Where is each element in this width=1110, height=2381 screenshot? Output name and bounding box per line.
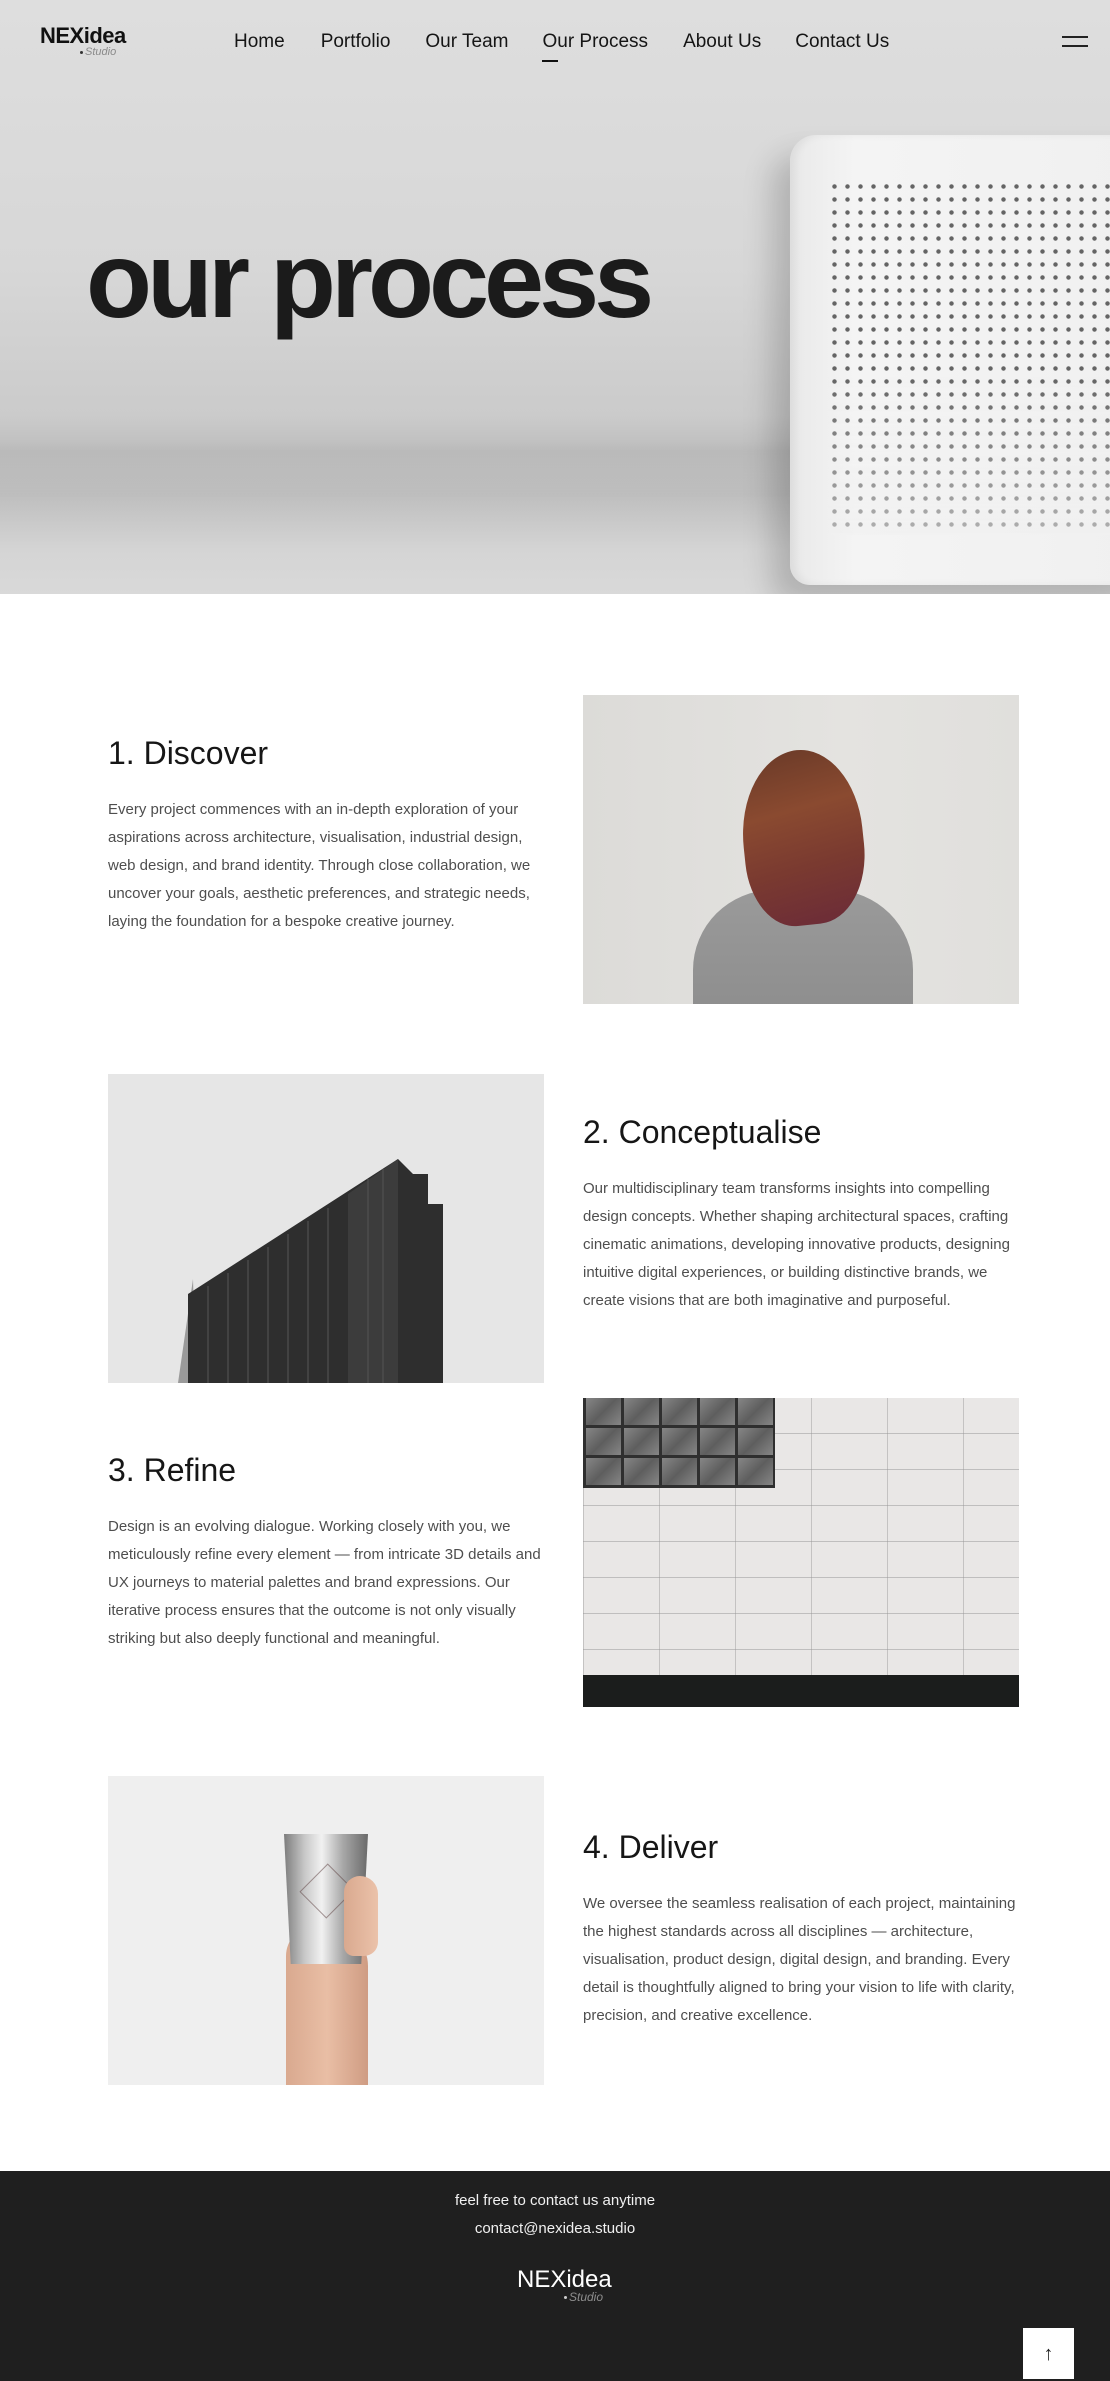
building-facade bbox=[348, 1159, 398, 1383]
nav-item-contact-us[interactable]: Contact Us bbox=[795, 31, 890, 52]
footer-email-link[interactable]: contact@nexidea.studio bbox=[474, 2220, 636, 2237]
step-3-text: Design is an evolving dialogue. Working closely with you, we meticulously refine every element — from intricate 3D details and UX journeys to material palettes and brand expressions. Our iterative process ensures that the outcome is not only visually striking but also deeply functional and meaningful. bbox=[108, 1518, 541, 1647]
step-2-image-building bbox=[108, 1074, 544, 1383]
page-title: our process bbox=[86, 219, 650, 340]
footer-tagline: feel free to contact us anytime bbox=[454, 2192, 656, 2209]
logo-dot bbox=[80, 51, 83, 54]
logo-text: NEXidea bbox=[40, 23, 126, 48]
hamburger-icon[interactable] bbox=[1062, 36, 1088, 50]
step-4-text: We oversee the seamless realisation of each project, maintaining the highest standards across all disciplines — architecture, visualisation, product design, digital design, and branding. Every detail is thoughtfully aligned to bring your vision to life with clarity, precision, and creative excellence. bbox=[583, 1895, 1016, 2024]
footer-logo-sub-label: Studio bbox=[569, 2290, 604, 2304]
hero-section bbox=[0, 0, 1110, 594]
step-1-text: Every project commences with an in-depth exploration of your aspirations across architecture, visualisation, industrial design, web design, and brand identity. Through close collaboration, we uncover your goals, aesthetic preferences, and strategic needs, laying the foundation for a bespoke creative journey. bbox=[108, 801, 531, 930]
footer-logo-text: NEXidea bbox=[517, 2266, 612, 2293]
glass-block-window bbox=[583, 1398, 775, 1488]
step-4-image-cup bbox=[108, 1776, 544, 2085]
hero-speaker-image bbox=[790, 135, 1110, 585]
nav-item-about-us[interactable]: About Us bbox=[683, 31, 762, 52]
building-tower bbox=[188, 1159, 443, 1383]
nav-item-portfolio[interactable]: Portfolio bbox=[320, 31, 391, 52]
main-navigation bbox=[0, 0, 1110, 84]
hand-fingers bbox=[344, 1876, 378, 1956]
speaker-grille bbox=[828, 180, 1110, 535]
step-2-text: Our multidisciplinary team transforms insights into compelling design concepts. Whether shaping architectural spaces, crafting cinematic animations, developing innovative products, designing intuitive digital experiences, or building distinctive brands, we create visions that are both imaginative and purposeful. bbox=[583, 1180, 1010, 1309]
footer-logo[interactable] bbox=[517, 2267, 617, 2307]
footer-logo-dot bbox=[564, 2296, 567, 2299]
logo[interactable] bbox=[40, 24, 130, 60]
nav-item-our-process[interactable]: Our Process bbox=[542, 28, 648, 56]
footer-logo-subtext bbox=[564, 2291, 603, 2304]
footer bbox=[0, 2171, 1110, 2381]
scroll-to-top-button[interactable] bbox=[1023, 2328, 1074, 2379]
logo-sub-label: Studio bbox=[85, 46, 117, 58]
step-1-image-woman bbox=[583, 695, 1019, 1004]
step-3-image-wall bbox=[583, 1398, 1019, 1707]
step-4-title: 4. Deliver bbox=[583, 1829, 719, 1865]
arrow-up-icon: ↑ bbox=[1043, 2342, 1054, 2365]
step-3-title: 3. Refine bbox=[108, 1452, 237, 1488]
nav-item-home[interactable]: Home bbox=[234, 31, 285, 52]
nav-item-our-team[interactable]: Our Team bbox=[425, 31, 509, 52]
wall-base bbox=[583, 1675, 1019, 1707]
hamburger-line bbox=[1062, 36, 1088, 38]
hamburger-line bbox=[1062, 45, 1088, 47]
nav-menu bbox=[234, 28, 889, 56]
logo-subtext bbox=[80, 46, 116, 58]
step-2-title: 2. Conceptualise bbox=[583, 1114, 822, 1150]
step-1-title: 1. Discover bbox=[108, 735, 269, 771]
building-illustration bbox=[108, 1074, 544, 1383]
